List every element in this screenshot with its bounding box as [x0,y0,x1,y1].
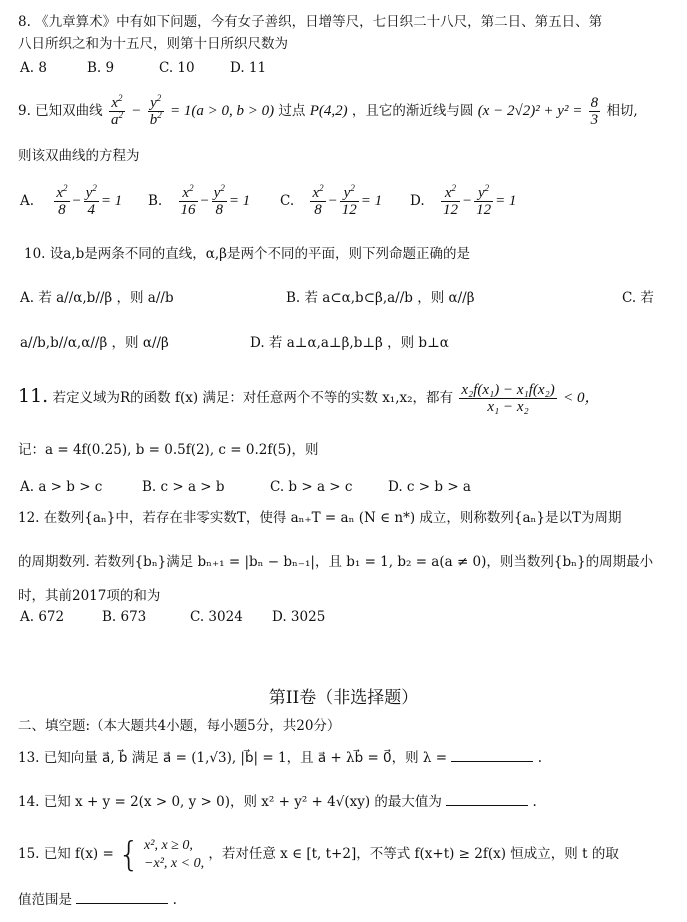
q9-option-b: B. $\frac{x^2}{16}$ − $\frac{y^2}{8}$ = 1 [148,183,251,218]
q14-text: 14. 已知 x + y = 2(x > 0, y > 0)，则 x² + y² + 4√(xy) 的最大值为 [18,794,442,810]
q8-option-b: B. 9 [87,60,115,76]
q8-option-c: C. 10 [159,60,195,76]
q11-option-d: D. c > b > a [388,479,471,495]
q9-point: P(4,2) [309,103,348,119]
q15-brace: { [118,834,140,875]
q9-option-a: A. $\frac{x^2}{8}$ − $\frac{y^2}{4}$ = 1 [20,183,123,218]
section-heading: 二、填空题:（本大题共4小题，每小题5分，共20分） [18,718,341,734]
q9-mid2: ，且它的渐近线与圆 [351,103,474,119]
q12-line1: 12. 在数列{aₙ}中，若存在非零实数T，使得 aₙ₊T = aₙ (N ∈ n*) 成立，则称数列{aₙ}是以T为周期 [18,510,622,526]
q15-suffix: ，若对任意 x ∈ [t, t+2]，不等式 f(x+t) ≥ 2f(x) 恒成立，则 t 的取 [208,846,619,862]
section-title: 第II卷（非选择题） [268,688,419,708]
q8-option-a: A. 8 [20,60,47,76]
q15-line2: 值范围是 . [18,892,177,908]
q11-option-b: B. c > a > b [142,479,225,495]
q11-line2: 记：a = 4f(0.25), b = 0.5f(2), c = 0.2f(5)，则 [18,442,319,458]
q12-option-a: A. 672 [20,609,65,625]
q9-line2: 则该双曲线的方程为 [18,148,140,164]
q9-suffix: 相切, [606,103,638,119]
q10-option-c: a//b,b//α,α//β ，则 α//β [20,335,169,351]
q9-line1: 9. 已知双曲线 $\frac{x^2}{a^2}$ − $\frac{y^2}{b^2}$ = 1(a > 0, b > 0) 过点 P(4,2) ，且它的渐近线与圆 (x − 2√2)² + y² = $\frac{8}{3}$ 相切, [18,93,638,128]
q14-answer-blank[interactable] [446,805,528,806]
q10-stem: 10. 设a,b是两条不同的直线，α,β是两个不同的平面，则下列命题正确的是 [24,246,470,262]
q11-line1 [18,378,675,416]
q10-option-b: B. 若 a⊂α,b⊂β,a//b ，则 α//β [286,290,475,306]
q9-circle: (x − 2√2)² + y² = [477,103,583,119]
q12-line3: 时，其前2017项的和为 [18,588,161,604]
q9-option-c: C. $\frac{x^2}{8}$ − $\frac{y^2}{12}$ = 1 [280,183,383,218]
q11-stem: 若定义域为R的函数 f(x) 满足：对任意两个不等的实数 x₁,x₂，都有 [52,390,454,406]
q11-fraction: $\frac{\text{x₂f(x₁) − x₁f(x₂)}}{\text{x₁ − x₂}}$ [461,382,555,415]
q13-answer-blank[interactable] [451,761,533,762]
q10-option-d: D. 若 a⊥α,a⊥β,b⊥β ，则 b⊥α [250,335,449,351]
q8-line2: 八日所织之和为十五尺，则第十日所织尺数为 [18,36,288,52]
q15-prefix: 15. 已知 f(x) = [18,846,114,862]
q15-line1 [18,832,675,876]
q9-mid: 过点 [278,103,306,119]
q11-option-a: A. a > b > c [20,479,103,495]
q8-option-d: D. 11 [230,60,267,76]
q11-option-c: C. b > a > c [270,479,353,495]
q11-tail: < 0， [563,390,600,406]
q11-number: 11. [18,385,49,407]
q10-option-a: A. 若 a//α,b//β ，则 a//b [20,290,174,306]
q9-frac-x: $\frac{x^2}{a^2}$ [110,93,123,128]
q9-prefix: 9. 已知双曲线 [18,103,103,119]
q9-condition: = 1(a > 0, b > 0) [169,103,275,119]
q9-option-d: D. $\frac{x^2}{12}$ − $\frac{y^2}{12}$ = 1 [410,183,517,218]
q12-option-c: C. 3024 [190,609,243,625]
q12-line2: 的周期数列. 若数列{bₙ}满足 bₙ₊₁ = |bₙ − bₙ₋₁|，且 b₁ = 1, b₂ = a(a ≠ 0)，则当数列{bₙ}的周期最小 [18,554,654,570]
q13-text: 13. 已知向量 a⃗, b⃗ 满足 a⃗ = (1,√3), |b⃗| = 1，且 a⃗ + λb⃗ = 0⃗，则 λ = [18,750,448,766]
q12-option-d: D. 3025 [272,609,326,625]
q10-option-c-label: C. 若 [622,290,654,306]
q12-option-b: B. 673 [102,609,147,625]
q9-circle-frac: $\frac{8}{3}$ [590,95,599,128]
q9-frac-y: $\frac{y^2}{b^2}$ [149,93,162,128]
q8-line1: 8. 《九章算术》中有如下问题，今有女子善织，日增等尺，七日织二十八尺，第二日、第五日、第 [18,14,603,30]
q13-line: 13. 已知向量 a⃗, b⃗ 满足 a⃗ = (1,√3), |b⃗| = 1，且 a⃗ + λb⃗ = 0⃗，则 λ = . [18,750,542,766]
q15-answer-blank[interactable] [76,903,168,904]
q14-line: 14. 已知 x + y = 2(x > 0, y > 0)，则 x² + y² + 4√(xy) 的最大值为 . [18,794,537,810]
q15-cases: x², x ≥ 0, −x², x < 0, [144,837,205,871]
